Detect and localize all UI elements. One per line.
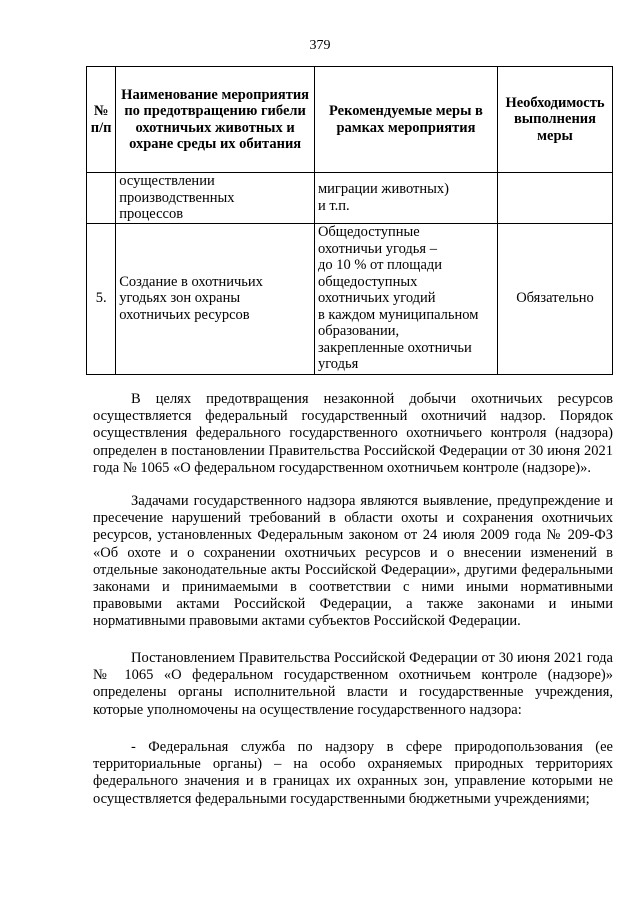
cell-recommended-measures: миграции животных) и т.п.: [314, 173, 497, 224]
table-row: [87, 173, 613, 224]
cell-activity-name: Создание в охотничьих угодьях зон охраны охотничьих ресурсов: [116, 223, 315, 374]
page-number: 379: [309, 38, 331, 53]
cell-num: 5.: [87, 223, 116, 374]
paragraph-text: Постановлением Правительства Российской Федерации от 30 июня 2021 года № 1065 «О федеральном государственном охотничьем контроле (надзоре)» определены органы исполнительной власти и государственные учреждения, которые уполномочены на осуществление государственного надзора:: [93, 650, 613, 718]
paragraph-text: Задачами государственного надзора являются выявление, предупреждение и пресечение нарушений требований в области охоты и сохранения охотничьих ресурсов, установленных Федеральным законом от 24 июля 2009 года № 209-ФЗ «Об охоте и о сохранении охотничьих ресурсов и о внесении изменений в отдельные законодательные акты Российской Федерации», другими федеральными законами и принимаемыми в соответствии с ними иными нормативными правовыми актами Российской Федерации, а также законами и иными нормативными правовыми актами субъектов Российской Федерации.: [93, 493, 613, 630]
header-activity-name: Наименование мероприятия по предотвращению гибели охотничьих животных и охране среды их обитания: [116, 67, 315, 173]
cell-num: [87, 173, 116, 224]
header-recommended-measures: Рекомендуемые меры в рамках мероприятия: [314, 67, 497, 173]
paragraph: [93, 391, 613, 477]
table-header-row: [87, 67, 613, 173]
cell-activity-name: осуществлении производственных процессов: [116, 173, 315, 224]
paragraph: [93, 493, 613, 631]
cell-recommended-measures: Общедоступные охотничьи угодья – до 10 % от площади общедоступных охотничьих угодий в каждом муниципальном образовании, закрепленные охотничьи угодья: [314, 223, 497, 374]
paragraph-text: В целях предотвращения незаконной добычи охотничьих ресурсов осуществляется федеральный государственный охотничий надзор. Порядок осуществления федерального государственного охотничьего контроля (надзора) определен в постановлении Правительства Российской Федерации от 30 июня 2021 года № 1065 «О федеральном государственном охотничьем контроле (надзоре)».: [93, 391, 613, 476]
paragraph: [93, 650, 613, 719]
paragraph-text: - Федеральная служба по надзору в сфере природопользования (ее территориальные органы) – на особо охраняемых природных территориях федерального значения и в границах их охранных зон, управление которыми не осуществляется федеральными государственными бюджетными учреждениями;: [93, 739, 613, 807]
cell-necessity: Обязательно: [497, 223, 612, 374]
table-row: [87, 223, 613, 374]
header-necessity: Необходимость выполнения меры: [497, 67, 612, 173]
paragraph: [93, 739, 613, 808]
header-num: № п/п: [87, 67, 116, 173]
measures-table: [86, 66, 613, 375]
cell-necessity: [497, 173, 612, 224]
